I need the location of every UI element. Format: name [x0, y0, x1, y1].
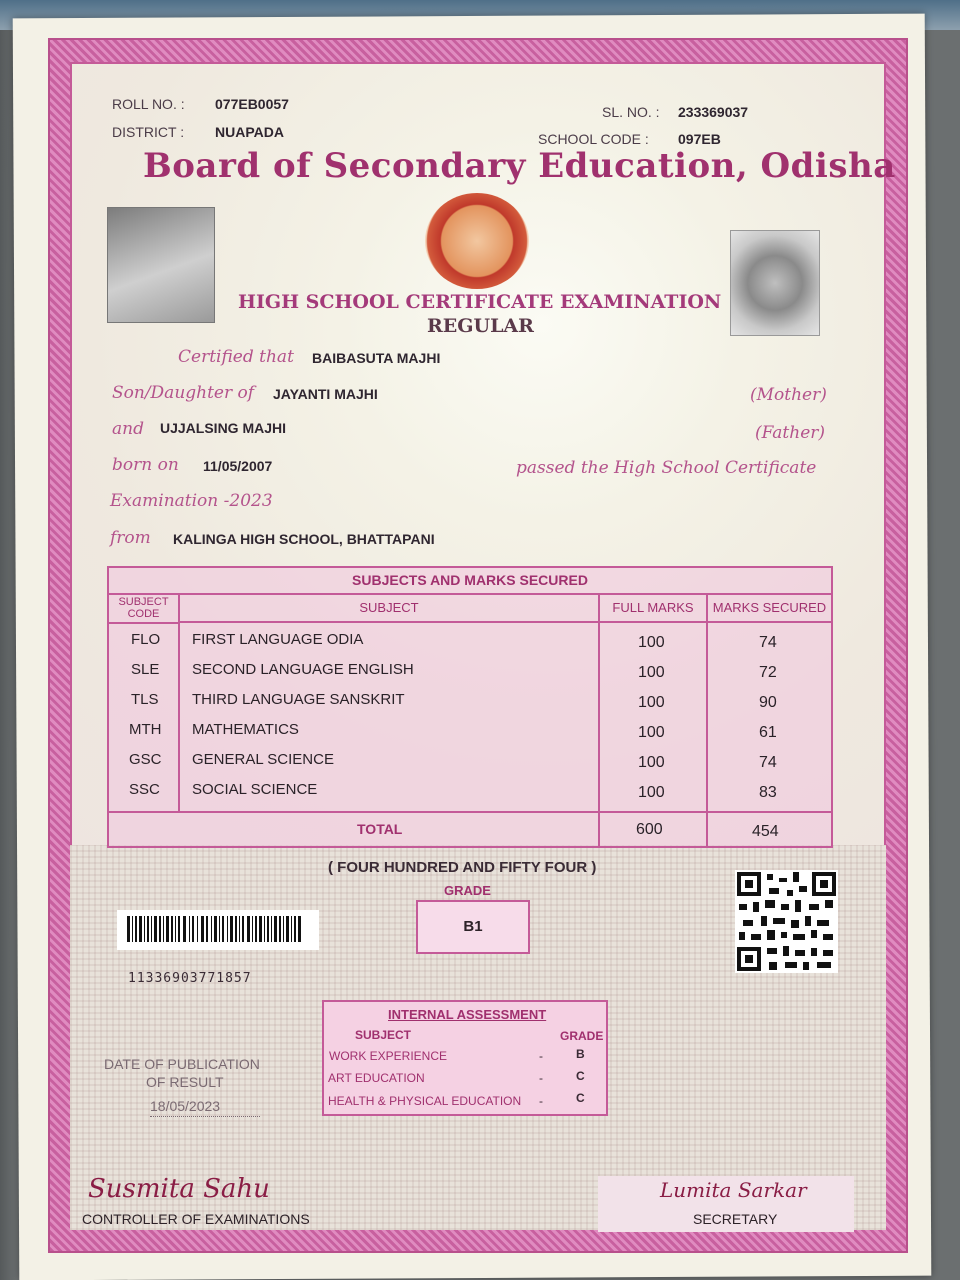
secretary-title: SECRETARY — [693, 1211, 778, 1227]
divider — [178, 593, 180, 811]
sl-label: SL. NO. : — [602, 104, 660, 120]
exam-year: Examination -2023 — [110, 491, 273, 511]
father-name: UJJALSING MAJHI — [160, 420, 287, 436]
row-subject: MATHEMATICS — [192, 721, 299, 738]
row-code: SLE — [131, 661, 160, 678]
district-label: DISTRICT : — [112, 124, 185, 140]
ia-grade: C — [576, 1069, 585, 1083]
row-full: 100 — [638, 634, 665, 651]
student-photo — [107, 207, 215, 323]
from-label: from — [110, 528, 151, 548]
ia-separator: - — [539, 1049, 543, 1063]
born-label: born on — [112, 455, 179, 475]
grade-label: GRADE — [444, 883, 491, 898]
row-full: 100 — [638, 724, 665, 741]
col-full-marks: FULL MARKS — [600, 595, 706, 623]
date-of-birth: 11/05/2007 — [203, 458, 273, 474]
divider — [706, 593, 708, 846]
publication-date: 18/05/2023 — [150, 1098, 260, 1117]
son-daughter-label: Son/Daughter of — [112, 383, 255, 403]
marks-table — [107, 566, 833, 848]
row-secured: 83 — [759, 784, 777, 801]
divider — [109, 811, 831, 813]
barcode-icon — [117, 910, 319, 950]
roll-number: 077EB0057 — [215, 96, 289, 112]
hologram-icon — [730, 230, 820, 336]
col-marks-secured: MARKS SECURED — [708, 595, 831, 623]
ia-separator: - — [539, 1071, 543, 1085]
total-full: 600 — [636, 821, 663, 838]
ia-grade: B — [576, 1047, 585, 1061]
row-code: MTH — [129, 721, 162, 738]
col-subject-code: SUBJECT CODE — [109, 595, 178, 624]
school-code-value: 097EB — [678, 131, 721, 147]
board-title: Board of Secondary Education, Odisha — [143, 146, 896, 186]
row-full: 100 — [638, 694, 665, 711]
ia-separator: - — [539, 1094, 543, 1108]
row-subject: FIRST LANGUAGE ODIA — [192, 631, 364, 648]
roll-label: ROLL NO. : — [112, 96, 185, 112]
certified-label: Certified that — [178, 347, 294, 367]
ia-subject: WORK EXPERIENCE — [329, 1049, 448, 1063]
passed-label: passed the High School Certificate — [516, 458, 817, 478]
total-label: TOTAL — [357, 821, 403, 837]
sl-number: 233369037 — [678, 104, 749, 120]
and-label: and — [112, 419, 144, 439]
row-secured: 90 — [759, 694, 777, 711]
row-subject: SOCIAL SCIENCE — [192, 781, 318, 798]
school-code-label: SCHOOL CODE : — [538, 131, 649, 147]
row-secured: 74 — [759, 754, 777, 771]
student-name: BAIBASUTA MAJHI — [312, 350, 441, 366]
total-secured: 454 — [752, 823, 779, 840]
school-name: KALINGA HIGH SCHOOL, BHATTAPANI — [173, 531, 435, 547]
row-secured: 74 — [759, 634, 777, 651]
row-secured: 61 — [759, 724, 777, 741]
exam-type: REGULAR — [427, 315, 534, 337]
father-label: (Father) — [755, 423, 826, 443]
ia-subject: HEALTH & PHYSICAL EDUCATION — [328, 1094, 522, 1108]
row-subject: THIRD LANGUAGE SANSKRIT — [192, 691, 405, 708]
ia-title: INTERNAL ASSESSMENT — [388, 1007, 547, 1022]
controller-title: CONTROLLER OF EXAMINATIONS — [82, 1211, 310, 1227]
board-seal-icon — [425, 193, 529, 289]
ia-grade: C — [576, 1091, 585, 1105]
row-full: 100 — [638, 754, 665, 771]
row-subject: SECOND LANGUAGE ENGLISH — [192, 661, 414, 678]
secretary-signature: Lumita Sarkar — [660, 1178, 807, 1202]
ia-col-subject: SUBJECT — [355, 1028, 412, 1042]
row-code: GSC — [129, 751, 162, 768]
row-code: SSC — [129, 781, 160, 798]
ia-subject: ART EDUCATION — [328, 1071, 425, 1085]
row-full: 100 — [638, 784, 665, 801]
row-secured: 72 — [759, 664, 777, 681]
row-code: TLS — [131, 691, 159, 708]
publication-label-line1: DATE OF PUBLICATION — [104, 1056, 260, 1072]
marks-table-title: SUBJECTS AND MARKS SECURED — [109, 568, 831, 595]
row-subject: GENERAL SCIENCE — [192, 751, 334, 768]
col-subject: SUBJECT — [180, 595, 598, 623]
mother-label: (Mother) — [750, 385, 827, 405]
publication-label-line2: OF RESULT — [146, 1074, 224, 1090]
row-full: 100 — [638, 664, 665, 681]
qr-code-icon — [735, 870, 838, 973]
mother-name: JAYANTI MAJHI — [273, 386, 378, 402]
district-value: NUAPADA — [215, 124, 284, 140]
barcode-number: 11336903771857 — [128, 971, 252, 986]
total-in-words: ( FOUR HUNDRED AND FIFTY FOUR ) — [328, 859, 597, 876]
grade-value: B1 — [416, 900, 530, 954]
divider — [598, 593, 600, 846]
row-code: FLO — [131, 631, 161, 648]
exam-title: HIGH SCHOOL CERTIFICATE EXAMINATION — [238, 291, 722, 313]
ia-col-grade: GRADE — [560, 1029, 604, 1043]
controller-signature: Susmita Sahu — [88, 1174, 270, 1204]
